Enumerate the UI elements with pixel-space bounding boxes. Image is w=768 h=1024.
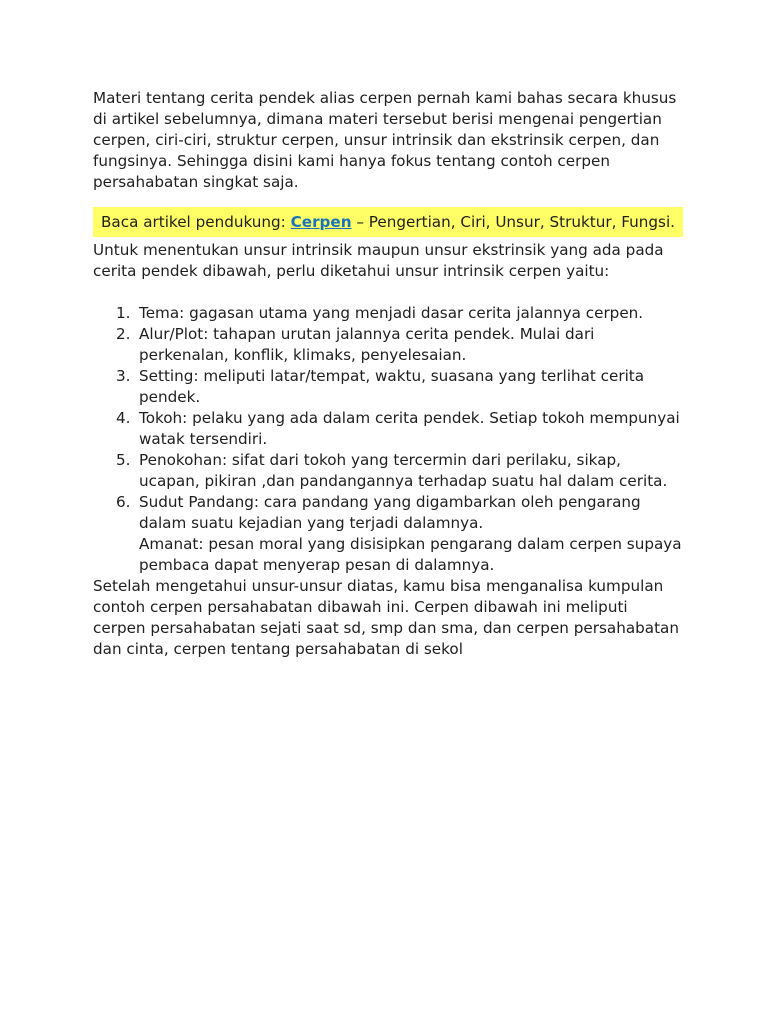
- list-number: 6.: [116, 493, 131, 511]
- cerpen-link[interactable]: Cerpen: [290, 213, 352, 231]
- list-item: [93, 324, 683, 366]
- related-article-callout: [93, 207, 683, 237]
- document-page: [93, 88, 683, 660]
- list-item-text: Tema: gagasan utama yang menjadi dasar cerita jalannya cerpen.: [139, 304, 644, 322]
- list-item-text: Amanat: pesan moral yang disisipkan pengarang dalam cerpen supaya pembaca dapat menyerap pesan di dalamnya.: [139, 535, 682, 574]
- list-item-text: Sudut Pandang: cara pandang yang digambarkan oleh pengarang dalam suatu kejadian yang terjadi dalamnya.: [139, 493, 641, 532]
- callout-prefix: Baca artikel pendukung:: [101, 213, 291, 231]
- list-item: [93, 408, 683, 450]
- intro-paragraph: Materi tentang cerita pendek alias cerpen pernah kami bahas secara khusus di artikel sebelumnya, dimana materi tersebut berisi mengenai pengertian cerpen, ciri-ciri, struktur cerpen, unsur intrinsik dan ekstrinsik cerpen, dan fungsinya. Sehingga disini kami hanya fokus tentang contoh cerpen persahabatan singkat saja.: [93, 89, 677, 191]
- lead-paragraph: Untuk menentukan unsur intrinsik maupun unsur ekstrinsik yang ada pada cerita pendek dibawah, perlu diketahui unsur intrinsik cerpen yaitu:: [93, 241, 664, 280]
- list-item-text: Penokohan: sifat dari tokoh yang tercermin dari perilaku, sikap, ucapan, pikiran ,dan pandangannya terhadap suatu hal dalam cerita.: [139, 451, 668, 490]
- list-number: 5.: [116, 451, 131, 469]
- list-item: [93, 492, 683, 534]
- list-number: 3.: [116, 367, 131, 385]
- list-item: [93, 303, 683, 324]
- callout-suffix: – Pengertian, Ciri, Unsur, Struktur, Fungsi.: [351, 213, 675, 231]
- list-item-text: Alur/Plot: tahapan urutan jalannya cerita pendek. Mulai dari perkenalan, konflik, klimaks, penyelesaian.: [139, 325, 595, 364]
- list-number: 2.: [116, 325, 131, 343]
- closing-paragraph: Setelah mengetahui unsur-unsur diatas, kamu bisa menganalisa kumpulan contoh cerpen persahabatan dibawah ini. Cerpen dibawah ini meliputi cerpen persahabatan sejati saat sd, smp dan sma, dan cerpen persahabatan dan cinta, cerpen tentang persahabatan di sekol: [93, 577, 679, 658]
- list-item: [93, 450, 683, 492]
- list-item-text: Setting: meliputi latar/tempat, waktu, suasana yang terlihat cerita pendek.: [139, 367, 645, 406]
- list-number: 4.: [116, 409, 131, 427]
- intrinsic-elements-list: [93, 303, 683, 576]
- list-item: [93, 366, 683, 408]
- list-item-text: Tokoh: pelaku yang ada dalam cerita pendek. Setiap tokoh mempunyai watak tersendiri.: [139, 409, 680, 448]
- list-number: 1.: [116, 304, 131, 322]
- list-item: [93, 534, 683, 576]
